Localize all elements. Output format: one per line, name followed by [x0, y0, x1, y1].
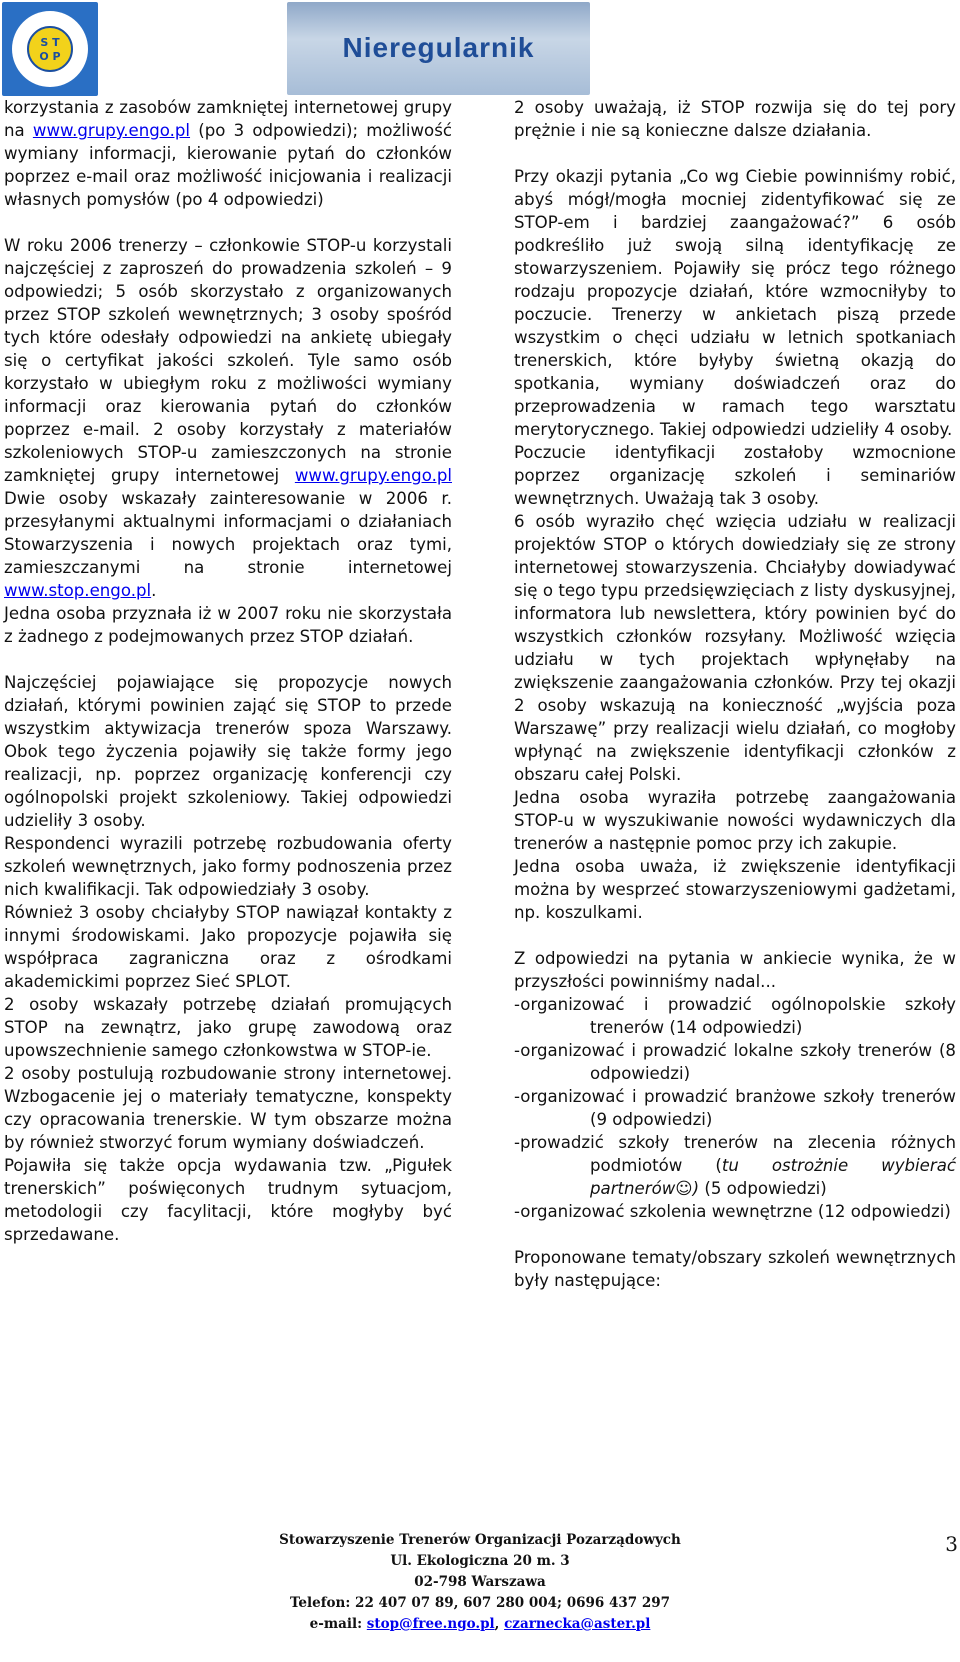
email-link-czarnecka[interactable]: czarnecka@aster.pl [504, 1616, 651, 1632]
paragraph: Jedna osoba uważa, iż zwiększenie identyfikacji można by wesprzeć stowarzyszeniowymi gadżetami, np. koszulkami. [514, 857, 956, 922]
paragraph: 2 osoby postulują rozbudowanie strony internetowej. Wzbogacenie jej o materiały tematyczne, konspekty czy opracowania trenerskie. W tym obszarze można by również stworzyć forum wymiany doświadczeń. [4, 1064, 452, 1152]
paragraph: Pojawiła się także opcja wydawania tzw. „Pigułek trenerskich” poświęconych trudnym sytuacjom, metodologii czy facylitacji, które mogłyby być sprzedawane. [4, 1156, 452, 1244]
paragraph: Poczucie identyfikacji zostałoby wzmocnione poprzez organizację szkoleń i seminariów wewnętrznych. Uważają tak 3 osoby. [514, 443, 956, 508]
paragraph: 2 osoby uważają, iż STOP rozwija się do tej pory prężnie i nie są konieczne dalsze działania. [514, 98, 956, 140]
paragraph: Przy okazji pytania „Co wg Ciebie powinniśmy robić, abyś mógł/mogła mocniej zidentyfikować się ze STOP-em i bardziej zaangażować?” 6 osób podkreśliło już swoją silną identyfikację ze stowarzyszeniem. Pojawiły się prócz tego różnego rodzaju propozycje działań, które wzmocniłyby to poczucie. Trenerzy w ankietach piszą przede wszystkim o chęci udziału w letnich spotkaniach trenerskich, które byłyby świetną okazją do spotkania, wymiany doświadczeń oraz do przeprowadzenia w ramach tego warsztatu merytorycznego. Takiej odpowiedzi udzieliły 4 osoby. [514, 167, 956, 439]
paragraph: Respondenci wyrazili potrzebę rozbudowania oferty szkoleń wewnętrznych, jako formy podnoszenia przez nich kwalifikacji. Tak odpowiedziały 3 osoby. [4, 834, 452, 899]
list-item: -organizować szkolenia wewnętrzne (12 odpowiedzi) [514, 1202, 951, 1221]
footer-address: Ul. Ekologiczna 20 m. 3 [390, 1553, 570, 1569]
paragraph: W roku 2006 trenerzy – członkowie STOP-u korzystali najczęściej z zaproszeń do prowadzenia szkoleń – 9 odpowiedzi; 5 osób skorzystało z organizowanych przez STOP szkoleń wewnętrznych; 3 osoby spośród tych które odesłały odpowiedzi na ankietę ubiegały się o certyfikat jakości szkoleń. Tyle samo osób korzystało w ubiegłym roku z możliwości wymiany informacji oraz kierowania pytań do członków poprzez e-mail. 2 osoby korzystały z materiałów szkoleniowych STOP-u zamieszczonych na stronie zamkniętej grupy internetowej www.grupy.engo.pl Dwie osoby wskazały zainteresowanie w 2006 r. przesyłanymi aktualnymi informacjami o działaniach Stowarzyszenia i nowych projektach oraz tymi, zamieszczanymi na stronie internetowej www.stop.engo.pl. [4, 236, 452, 600]
paragraph: Jedna osoba wyraziła potrzebę zaangażowania STOP-u w wyszukiwanie nowości wydawniczych dla trenerów a następnie pomoc przy ich zakupie. [514, 788, 956, 853]
page-number: 3 [945, 1532, 958, 1556]
svg-text:O P: O P [39, 50, 61, 63]
grupy-link[interactable]: www.grupy.engo.pl [32, 121, 191, 140]
grupy-link[interactable]: www.grupy.engo.pl [294, 466, 452, 485]
footer-phone: Telefon: 22 407 07 89, 607 280 004; 0696 437 297 [289, 1595, 671, 1611]
stop-logo-icon [2, 2, 98, 96]
email-link-stop[interactable]: stop@free.ngo.pl [366, 1616, 495, 1632]
banner-title: Nieregularnik [342, 32, 535, 63]
list-item: -organizować i prowadzić lokalne szkoły trenerów (8 odpowiedzi) [514, 1041, 956, 1083]
list-item: -prowadzić szkoły trenerów na zlecenia różnych podmiotów (tu ostrożnie wybierać partnerów☺) (5 odpowiedzi) [514, 1133, 956, 1198]
stop-logo [2, 2, 98, 96]
footer-org: Stowarzyszenie Trenerów Organizacji Pozarządowych [279, 1532, 681, 1548]
footer [0, 1530, 960, 1635]
footer-email: e-mail: stop@free.ngo.pl, czarnecka@aster.pl [309, 1616, 651, 1632]
paragraph: 6 osób wyraziło chęć wzięcia udziału w realizacji projektów STOP o których dowiedziały się ze strony internetowej stowarzyszenia. Chciałyby dowiadywać się o tego typu przedsięwzięciach z listy dyskusyjnej, informatora lub newslettera, który powinien być do wszystkich członków rozsyłany. Możliwość wzięcia udziału w tych projektach wpłynęłaby na zwiększenie zaangażowania członków. Przy tej okazji 2 osoby wskazują na konieczność „wyjścia poza Warszawę” przy realizacji wielu działań, co mogłoby wpłynąć na zwiększenie identyfikacji członków z obszaru całej Polski. [514, 512, 956, 784]
right-column [514, 96, 956, 1292]
footer-city: 02-798 Warszawa [414, 1574, 546, 1590]
header-banner [287, 2, 590, 95]
paragraph: Najczęściej pojawiające się propozycje nowych działań, którymi powinien zająć się STOP to przede wszystkim aktywizacja trenerów spoza Warszawy. Obok tego życzenia pojawiły się także formy jego realizacji, np. poprzez organizację konferencji czy ogólnopolski projekt szkoleniowy. Takiej odpowiedzi udzieliły 3 osoby. [4, 673, 452, 830]
paragraph: Z odpowiedzi na pytania w ankiecie wynika, że w przyszłości powinniśmy nadal... [514, 949, 956, 991]
paragraph: Również 3 osoby chciałyby STOP nawiązał kontakty z innymi środowiskami. Jako propozycje pojawiła się współpraca zagraniczna oraz z ośrodkami akademickimi poprzez Sieć SPLOT. [4, 903, 452, 991]
paragraph: 2 osoby wskazały potrzebę działań promujących STOP na zewnątrz, jako grupę zawodową oraz upowszechnienie samego członkowstwa w STOP-ie. [4, 995, 452, 1060]
stop-website-link[interactable]: www.stop.engo.pl [4, 581, 152, 600]
paragraph: Jedna osoba przyznała iż w 2007 roku nie skorzystała z żadnego z podejmowanych przez STOP działań. [4, 604, 452, 646]
paragraph: Proponowane tematy/obszary szkoleń wewnętrznych były następujące: [514, 1248, 956, 1290]
list-item: -organizować i prowadzić branżowe szkoły trenerów (9 odpowiedzi) [514, 1087, 956, 1129]
svg-text:S T: S T [40, 36, 60, 49]
list-item: -organizować i prowadzić ogólnopolskie szkoły trenerów (14 odpowiedzi) [514, 995, 956, 1037]
paragraph: korzystania z zasobów zamkniętej internetowej grupy na www.grupy.engo.pl (po 3 odpowiedzi); możliwość wymiany informacji, kierowanie pytań do członków poprzez e-mail oraz możliwość inicjowania i realizacji własnych pomysłów (po 4 odpowiedzi) [4, 98, 452, 209]
left-column [4, 96, 452, 1246]
